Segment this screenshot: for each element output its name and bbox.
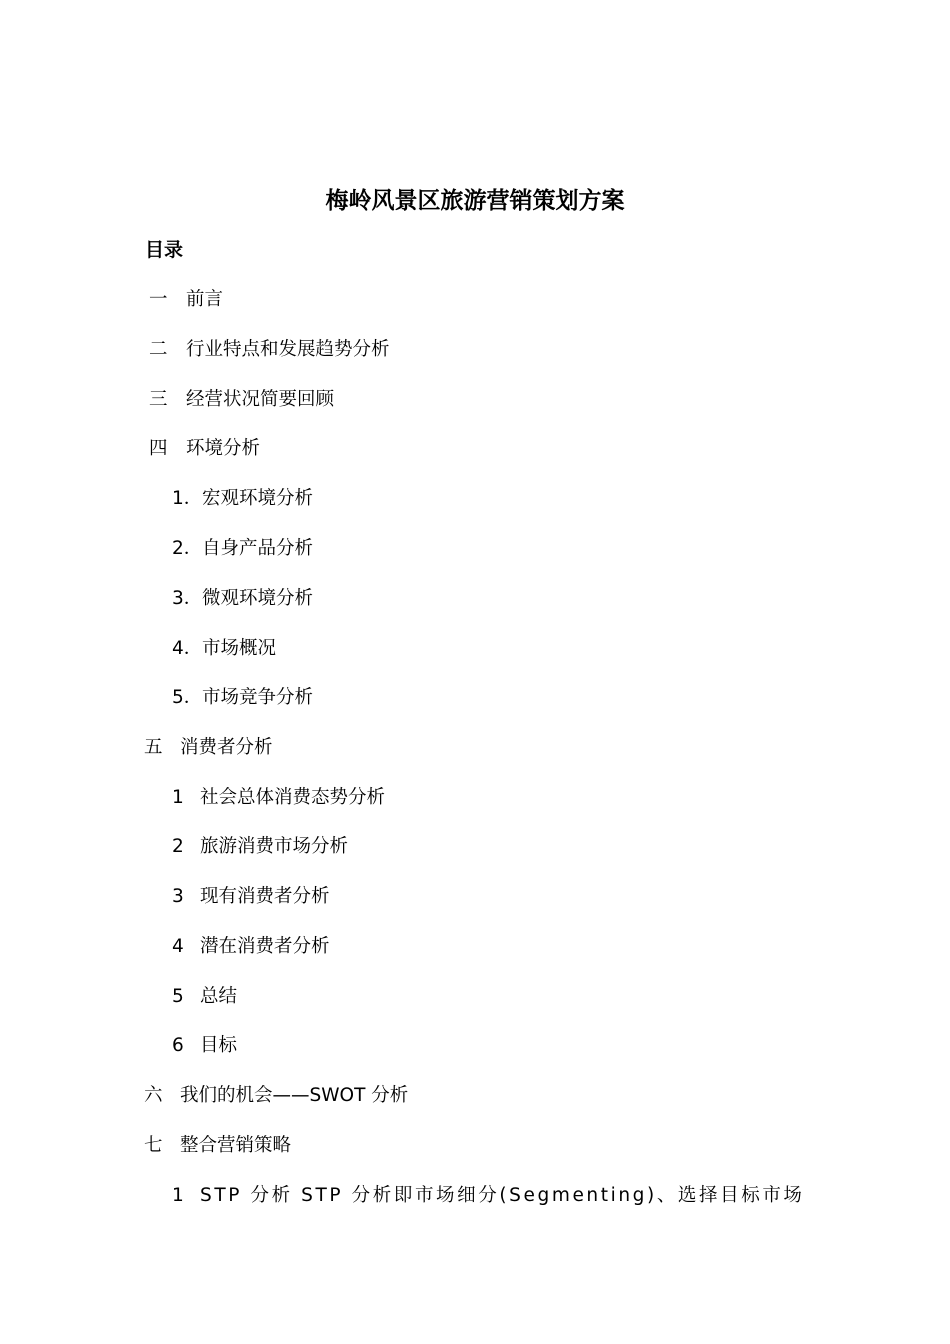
toc-entry-number: 二 — [149, 339, 168, 360]
toc-entry-text: 目标 — [200, 1035, 238, 1056]
toc-entry — [149, 336, 390, 364]
toc-heading: 目录 — [145, 239, 184, 261]
toc-entry-text: 自身产品分析 — [202, 538, 314, 559]
toc-subentry — [172, 833, 348, 861]
toc-entry — [144, 734, 273, 762]
toc-entry-text: 总结 — [200, 986, 238, 1007]
toc-entry-number: 2 — [172, 836, 184, 857]
toc-entry-text: 宏观环境分析 — [202, 488, 314, 509]
toc-entry-number: 4． — [172, 638, 203, 659]
toc-entry-text: 整合营销策略 — [180, 1135, 292, 1156]
toc-entry — [149, 386, 334, 414]
toc-entry-text: 行业特点和发展趋势分析 — [186, 339, 390, 360]
toc-subentry — [172, 485, 313, 513]
toc-entry-text: 市场竞争分析 — [202, 687, 314, 708]
toc-entry-number: 1 — [172, 787, 184, 808]
toc-entry-number: 3 — [172, 886, 184, 907]
toc-entry-number: 5 — [172, 986, 184, 1007]
toc-subentry — [172, 684, 313, 712]
toc-entry-text: STP 分析 STP 分析即市场细分(Segmenting)、选择目标市场 — [200, 1185, 805, 1206]
toc-entry-number: 四 — [149, 438, 168, 459]
toc-entry-text: 环境分析 — [186, 438, 261, 459]
toc-entry-number: 1． — [172, 488, 203, 509]
toc-entry — [149, 435, 260, 463]
toc-entry-number: 2． — [172, 538, 203, 559]
toc-entry-number: 6 — [172, 1035, 184, 1056]
toc-entry-number: 七 — [144, 1135, 163, 1156]
toc-entry-number: 三 — [149, 389, 168, 410]
toc-entry-number: 一 — [149, 289, 168, 310]
toc-entry-text: 潜在消费者分析 — [200, 936, 330, 957]
toc-entry-number: 3． — [172, 588, 203, 609]
toc-entry-number: 4 — [172, 936, 184, 957]
toc-entry-text: 市场概况 — [202, 638, 277, 659]
toc-entry-text: 前言 — [186, 289, 224, 310]
toc-entry-text: 现有消费者分析 — [200, 886, 330, 907]
toc-entry-number: 五 — [144, 737, 163, 758]
toc-entry — [149, 286, 223, 314]
toc-entry-text: 消费者分析 — [180, 737, 273, 758]
toc-entry-number: 5． — [172, 687, 203, 708]
toc-entry-number: 六 — [144, 1085, 163, 1106]
toc-subentry — [172, 635, 276, 663]
toc-subentry — [172, 933, 330, 961]
toc-entry — [144, 1082, 408, 1110]
toc-entry-text: 社会总体消费态势分析 — [200, 787, 386, 808]
toc-subentry — [172, 1182, 805, 1210]
toc-subentry — [172, 585, 313, 613]
toc-entry-text: 微观环境分析 — [202, 588, 314, 609]
toc-subentry — [172, 535, 313, 563]
toc-entry-text: 经营状况简要回顾 — [186, 389, 335, 410]
toc-entry-text: 旅游消费市场分析 — [200, 836, 349, 857]
toc-subentry — [172, 883, 330, 911]
toc-entry-text: 我们的机会——SWOT 分析 — [180, 1085, 409, 1106]
toc-entry-number: 1 — [172, 1185, 184, 1206]
toc-entry — [144, 1132, 291, 1160]
toc-subentry — [172, 983, 237, 1011]
document-title: 梅岭风景区旅游营销策划方案 — [325, 188, 625, 214]
toc-subentry — [172, 1032, 237, 1060]
toc-subentry — [172, 784, 385, 812]
